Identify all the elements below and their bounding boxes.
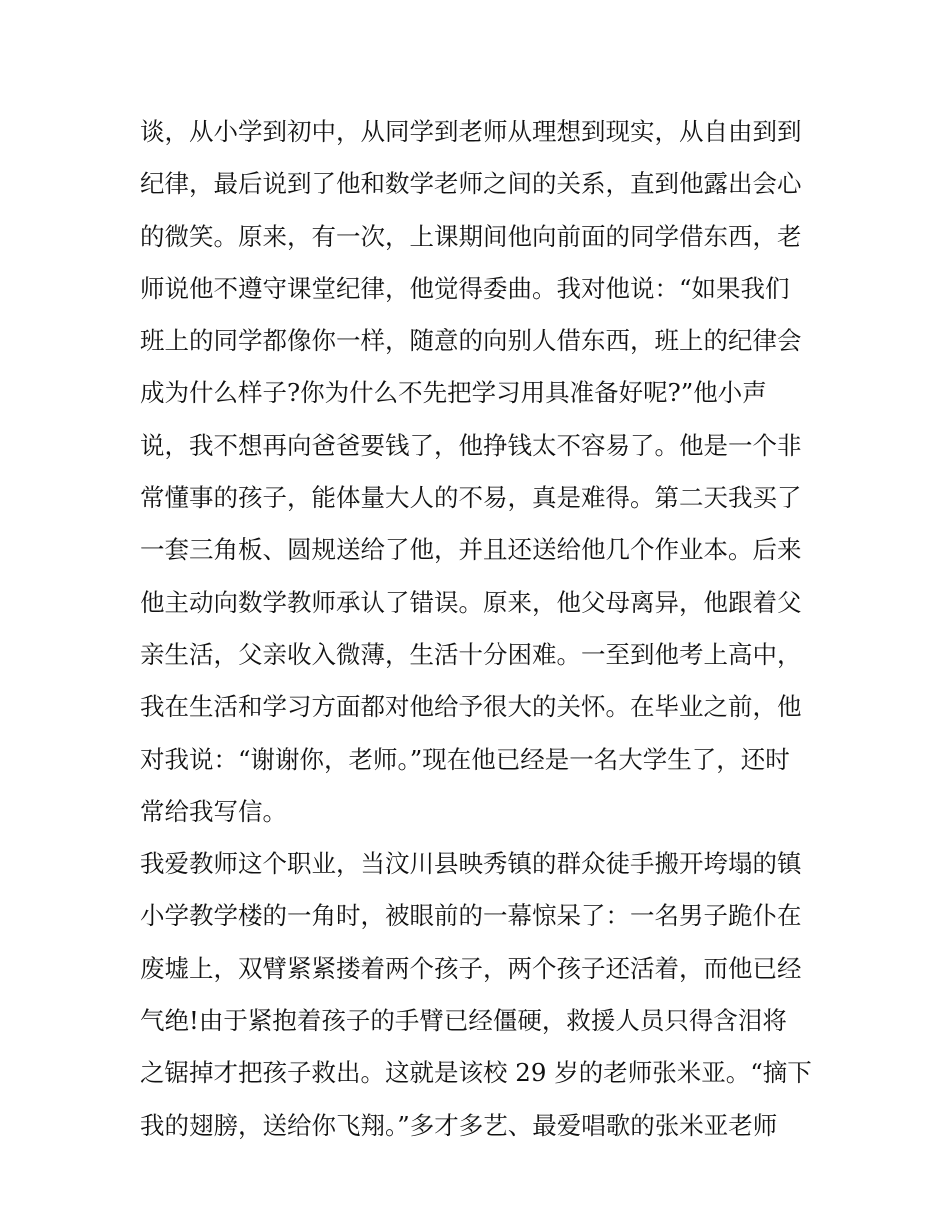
text-line: 成为什么样子?你为什么不先把学习用具准备好呢?”他小声 (140, 378, 767, 408)
text-line: 我爱教师这个职业，当汶川县映秀镇的群众徒手搬开垮塌的镇 (140, 849, 802, 879)
text-line: 常懂事的孩子，能体量大人的不易，真是难得。第二天我买了 (140, 483, 802, 513)
text-line: 小学教学楼的一角时，被眼前的一幕惊呆了：一名男子跪仆在 (140, 901, 802, 931)
text-line: 我的翅膀，送给你飞翔。”多才多艺、最爱唱歌的张米亚老师 (140, 1110, 778, 1140)
text-line: 我在生活和学习方面都对他给予很大的关怀。在毕业之前，他 (140, 692, 802, 722)
document-body (140, 106, 820, 1152)
text-line: 师说他不遵守课堂纪律，他觉得委曲。我对他说：“如果我们 (140, 273, 790, 303)
text-line: 之锯掉才把孩子救出。这就是该校 29 岁的老师张米亚。“摘下 (140, 1058, 812, 1088)
text-line: 废墟上，双臂紧紧搂着两个孩子，两个孩子还活着，而他已经 (140, 953, 802, 983)
text-line: 一套三角板、圆规送给了他，并且还送给他几个作业本。后来 (140, 535, 802, 565)
text-line: 谈，从小学到初中，从同学到老师从理想到现实，从自由到到 (140, 117, 802, 146)
text-line: 他主动向数学教师承认了错误。原来，他父母离异，他跟着父 (140, 587, 802, 617)
text-line: 亲生活，父亲收入微薄，生活十分困难。一至到他考上高中， (140, 639, 802, 669)
text-line: 班上的同学都像你一样，随意的向别人借东西，班上的纪律会 (140, 326, 802, 356)
text-line: 的微笑。原来，有一次，上课期间他向前面的同学借东西，老 (140, 221, 802, 251)
text-line: 纪律，最后说到了他和数学老师之间的关系，直到他露出会心 (140, 169, 802, 199)
text-line: 气绝!由于紧抱着孩子的手臂已经僵硬，救援人员只得含泪将 (140, 1006, 787, 1036)
text-line: 常给我写信。 (140, 796, 287, 826)
text-line: 说，我不想再向爸爸要钱了，他挣钱太不容易了。他是一个非 (140, 430, 802, 460)
text-line: 对我说：“谢谢你，老师。”现在他已经是一名大学生了，还时 (140, 744, 790, 774)
